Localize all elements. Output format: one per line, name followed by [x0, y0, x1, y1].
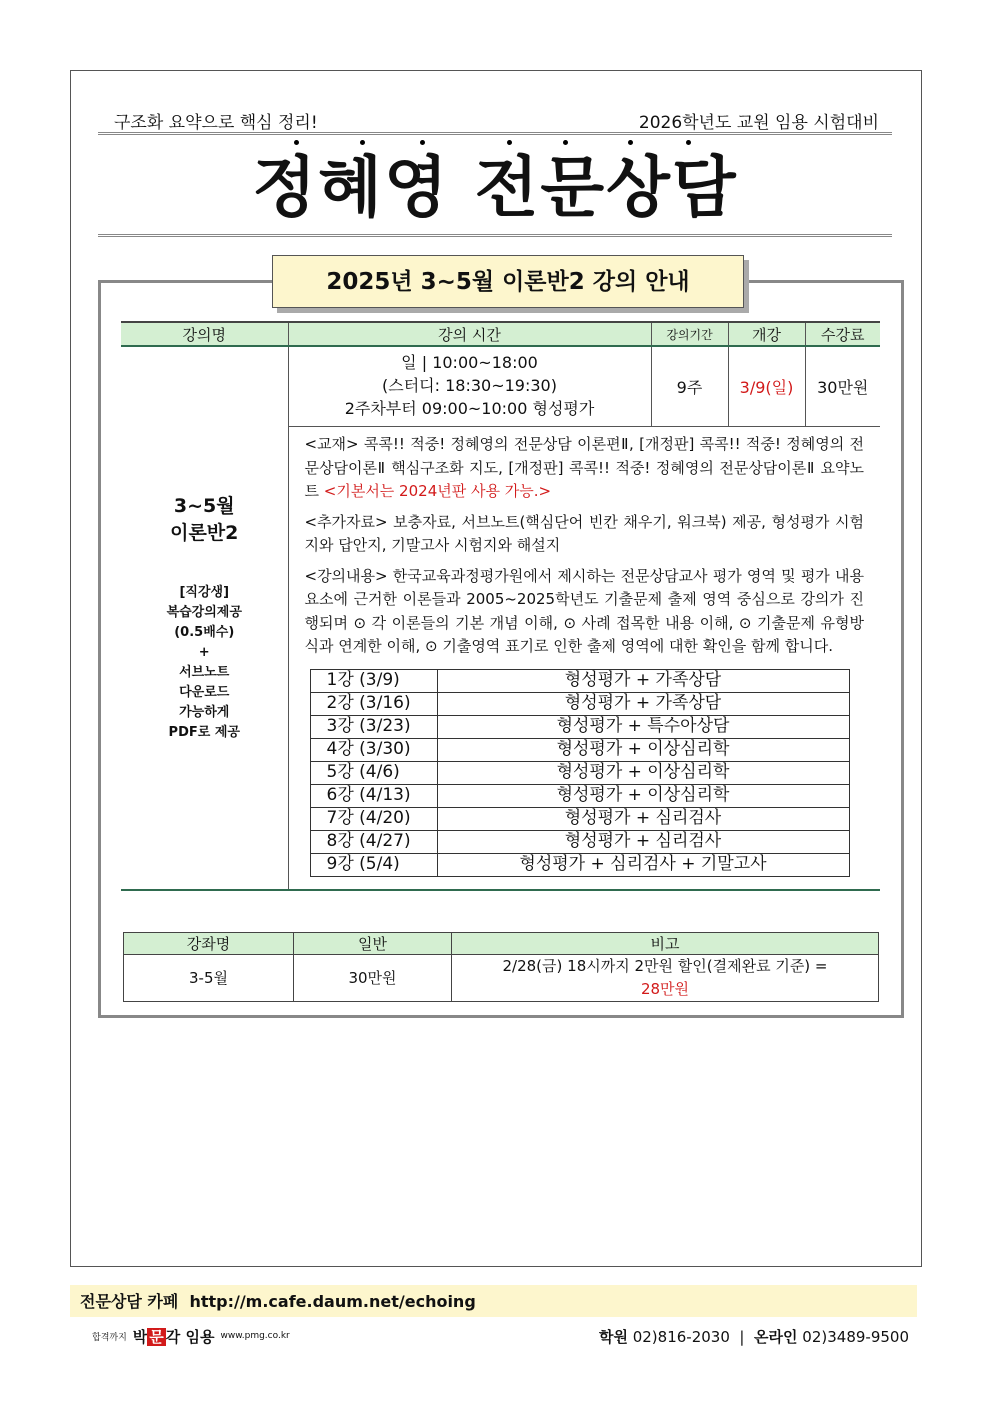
header-regular: 일반 [294, 933, 452, 955]
time-line: 일 | 10:00~18:00 [401, 353, 538, 372]
top-rule [98, 132, 892, 135]
logo-wordmark [133, 1326, 215, 1347]
period-cell: 9주 [651, 346, 728, 427]
logo-tagline: 합격까지 [92, 1332, 127, 1343]
lecture-session: 6강 (4/13) [310, 784, 437, 807]
table-row [310, 669, 849, 692]
price-note [452, 955, 879, 1002]
course-benefits [121, 583, 288, 743]
lecture-session: 9강 (5/4) [310, 853, 437, 876]
table-row [310, 738, 849, 761]
separator: | [739, 1328, 745, 1346]
header-course: 강좌명 [124, 933, 294, 955]
benefit-line: (0.5배수) [174, 624, 235, 640]
banner: 2025년 3~5월 이론반2 강의 안내 [272, 255, 744, 308]
lecture-session: 2강 (3/16) [310, 692, 437, 715]
price-table [123, 932, 879, 1002]
time-cell [288, 346, 651, 427]
lecture-table [310, 669, 850, 877]
table-row [310, 715, 849, 738]
benefit-line: 가능하게 [179, 704, 230, 720]
lecture-topic: 형성평가 + 이상심리학 [437, 761, 849, 784]
start-cell: 3/9(일) [728, 346, 805, 427]
lecture-topic: 형성평가 + 심리검사 [437, 830, 849, 853]
content-paragraph: <강의내용> 한국교육과정평가원에서 제시하는 전문상담교사 평가 영역 및 평가 내용 요소에 근거한 이론들과 2005~2025학년도 기출문제 출제 영역 중심으로 강의가 진행되며 ⊙ 각 이론들의 기본 개념 이해, ⊙ 사례 접목한 내용 이해, ⊙ 기출문제 유형방식과 연계한 이해, ⊙ 기출영역 표기로 인한 출제 영역에 대한 확인을 함께 합니다. [304, 566, 864, 655]
course-title-line: 3~5월 [173, 494, 235, 517]
header-start: 개강 [728, 322, 805, 346]
cafe-label: 전문상담 카페 [80, 1292, 179, 1311]
lecture-session: 1강 (3/9) [310, 669, 437, 692]
lecture-topic: 형성평가 + 특수아상담 [437, 715, 849, 738]
price-regular: 30만원 [294, 955, 452, 1002]
table-row [124, 955, 879, 1002]
logo-part: 박 [132, 1327, 148, 1346]
course-title [121, 493, 288, 547]
course-cell [121, 346, 288, 890]
lecture-topic: 형성평가 + 심리검사 + 기말고사 [437, 853, 849, 876]
online-phone: 02)3489-9500 [802, 1328, 909, 1346]
benefit-line: 서브노트 [179, 664, 230, 680]
textbook-text: <교재> 콕콕!! 적중! 정혜영의 전문상담 이론편Ⅱ, [개정판] 콕콕!! 적중! 정혜영의 전문상담이론Ⅱ 핵심구조화 지도, [개정판] 콕콕!! 적중! 정혜영의 전문상담이론Ⅱ 요약노트 [304, 435, 864, 500]
time-line: (스터디: 18:30~19:30) [382, 376, 557, 395]
logo-part: 각 임용 [165, 1327, 215, 1346]
lecture-topic: 형성평가 + 가족상담 [437, 669, 849, 692]
benefit-line: + [198, 644, 210, 660]
lecture-session: 3강 (3/23) [310, 715, 437, 738]
price-course: 3-5월 [124, 955, 294, 1002]
table-row [310, 761, 849, 784]
logo-part: 문 [149, 1327, 164, 1346]
benefit-line: [직강생] [179, 584, 230, 600]
lecture-session: 5강 (4/6) [310, 761, 437, 784]
table-row [310, 807, 849, 830]
left-tagline: 구조화 요약으로 핵심 정리! [114, 113, 318, 133]
course-title-line: 이론반2 [170, 521, 239, 544]
cafe-link[interactable]: http://m.cafe.daum.net/echoing [189, 1292, 476, 1311]
lecture-topic: 형성평가 + 가족상담 [437, 692, 849, 715]
time-line: 2주차부터 09:00~10:00 형성평가 [344, 399, 595, 418]
title-rule [98, 234, 892, 237]
benefit-line: 다운로드 [179, 684, 230, 700]
header-fee: 수강료 [805, 322, 880, 346]
benefit-line: 복습강의제공 [166, 604, 242, 620]
academy-label: 학원 [598, 1328, 628, 1346]
schedule-table [121, 321, 880, 891]
detail-cell [288, 427, 880, 890]
table-row [310, 784, 849, 807]
textbook-paragraph [305, 433, 865, 504]
extra-paragraph: <추가자료> 보충자료, 서브노트(핵심단어 빈칸 채우기, 워크북) 제공, 형성평가 시험지와 답안지, 기말고사 시험지와 해설지 [304, 512, 864, 554]
lecture-session: 7강 (4/20) [310, 807, 437, 830]
academy-phone: 02)816-2030 [632, 1328, 730, 1346]
table-row [310, 830, 849, 853]
logo-url: www.pmg.co.kr [220, 1331, 290, 1341]
table-row [310, 853, 849, 876]
fee-cell: 30만원 [805, 346, 880, 427]
price-note-line: 2/28(금) 18시까지 2만원 할인(결제완료 기준) = [502, 957, 828, 975]
header-time: 강의 시간 [288, 322, 651, 346]
table-row [310, 692, 849, 715]
online-label: 온라인 [754, 1328, 798, 1346]
header-note: 비고 [452, 933, 879, 955]
contact-info [599, 1326, 909, 1347]
benefit-line: PDF로 제공 [168, 724, 240, 740]
publisher-logo [92, 1325, 290, 1347]
lecture-topic: 형성평가 + 이상심리학 [437, 738, 849, 761]
cafe-bar [70, 1285, 917, 1317]
discount-price: 28만원 [640, 980, 690, 998]
lecture-session: 8강 (4/27) [310, 830, 437, 853]
right-tagline: 2026학년도 교원 임용 시험대비 [638, 113, 879, 133]
header-period: 강의기간 [651, 322, 728, 346]
page-title: 정혜영 전문상담 [252, 149, 738, 226]
lecture-topic: 형성평가 + 이상심리학 [437, 784, 849, 807]
lecture-topic: 형성평가 + 심리검사 [437, 807, 849, 830]
textbook-note: <기본서는 2024년판 사용 가능.> [323, 482, 552, 500]
header-course-name: 강의명 [121, 322, 288, 346]
lecture-session: 4강 (3/30) [310, 738, 437, 761]
